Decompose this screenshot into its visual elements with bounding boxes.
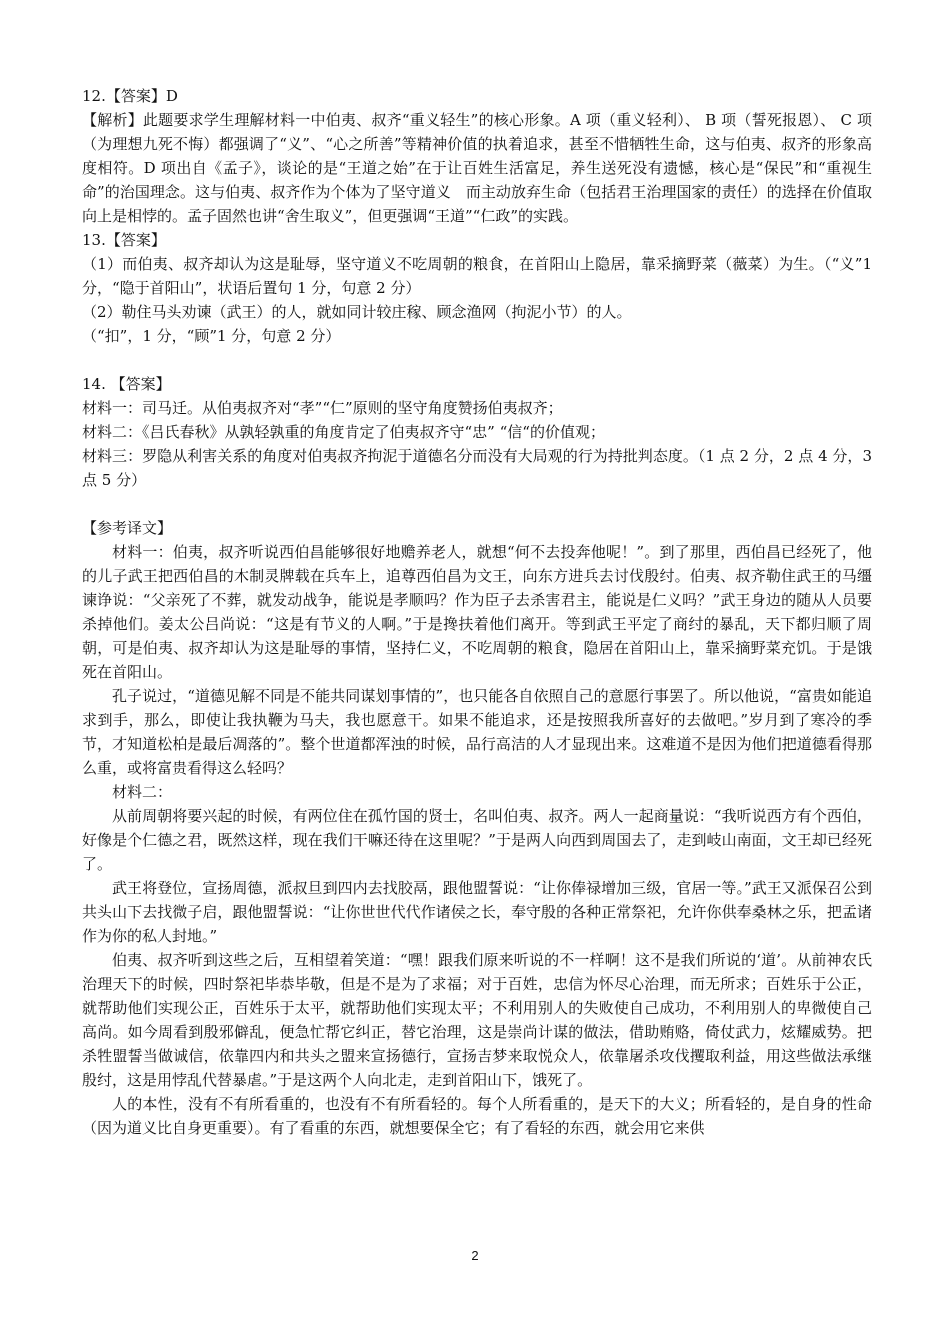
q12-analysis: 【解析】此题要求学生理解材料一中伯夷、叔齐“重义轻生”的核心形象。A 项（重义轻利）、 B 项（誓死报恩）、 C 项（为理想九死不悔）都强调了“义”、“心之所善”等精神价值的执着追求，甚至不惜牺牲生命，这与伯夷、叔齐的形象高度相符。D 项出自《孟子》，谈论的是“王道之始”在于让百姓生活富足，养生送死没有遗憾，核心是“保民”和“重视生命”的治国理念。这与伯夷、叔齐作为个体为了坚守道义 而主动放弃生命（包括君王治理国家的责任）的选择在价值取向上是相悖的。孟子固然也讲“舍生取义”，但更强调“王道”“仁政”的实践。: [82, 111, 872, 225]
spacer: [82, 492, 872, 516]
q14-material-3: 材料三：罗隐从利害关系的角度对伯夷叔齐拘泥于道德名分而没有大局观的行为持批判态度。（1 点 2 分，2 点 4 分，3 点 5 分）: [82, 447, 872, 489]
translation-paragraph-2: 孔子说过，“道德见解不同是不能共同谋划事情的”，也只能各自依照自己的意愿行事罢了。所以他说，“富贵如能追求到手，那么，即使让我执鞭为马夫，我也愿意干。如果不能追求，还是按照我所喜好的去做吧。”岁月到了寒冷的季节，才知道松柏是最后凋落的”。整个世道都浑浊的时候，品行高洁的人才显现出来。这难道不是因为他们把道德看得那么重，或将富贵看得这么轻吗？: [82, 687, 872, 777]
q14-material-2: 材料二：《吕氏春秋》从孰轻孰重的角度肯定了伯夷叔齐守“忠” “信“的价值观；: [82, 423, 605, 441]
document-body: [82, 84, 872, 1140]
q13-item-2-score: （“扣”，1 分，“顾”1 分，句意 2 分）: [82, 327, 341, 345]
translation-paragraph-1: 材料一：伯夷，叔齐听说西伯昌能够很好地赡养老人，就想“何不去投奔他呢！”。到了那里，西伯昌已经死了，他的儿子武王把西伯昌的木制灵牌载在兵车上，追尊西伯昌为文王，向东方进兵去讨伐殷纣。伯夷、叔齐勒住武王的马缰谏诤说：“父亲死了不葬，就发动战争，能说是孝顺吗？作为臣子去杀害君主，能说是仁义吗？”武王身边的随从人员要杀掉他们。姜太公吕尚说：“这是有节义的人啊。”于是搀扶着他们离开。等到武王平定了商纣的暴乱，天下都归顺了周朝，可是伯夷、叔齐却认为这是耻辱的事情，坚持仁义，不吃周朝的粮食，隐居在首阳山上，靠采摘野菜充饥。于是饿死在首阳山。: [82, 543, 872, 681]
translation-paragraph-5: 伯夷、叔齐听到这些之后，互相望着笑道：“嘿！跟我们原来听说的不一样啊！这不是我们所说的‘道’。从前神农氏治理天下的时候，四时祭祀毕恭毕敬，但是不是为了求福；对于百姓，忠信为怀尽心治理，而无所求；百姓乐于公正，就帮助他们实现公正，百姓乐于太平，就帮助他们实现太平；不利用别人的失败使自己成功，不利用别人的卑微使自己高尚。如今周看到殷邪僻乱，便急忙帮它纠正，替它治理，这是崇尚计谋的做法，借助贿赂，倚仗武力，炫耀威势。把杀牲盟誓当做诚信，依靠四内和共头之盟来宣扬德行，宣扬吉梦来取悦众人，依靠屠杀攻伐攫取利益，用这些做法承继殷纣，这是用悖乱代替暴虐。”于是这两个人向北走，走到首阳山下，饿死了。: [82, 951, 872, 1089]
translation-paragraph-3: 从前周朝将要兴起的时候，有两位住在孤竹国的贤士，名叫伯夷、叔齐。两人一起商量说：“我听说西方有个西伯，好像是个仁德之君，既然这样，现在我们干嘛还待在这里呢？”于是两人向西到周国去了，走到岐山南面，文王却已经死了。: [82, 807, 872, 873]
page-number: 2: [471, 1248, 479, 1263]
translation-material-2-label: 材料二：: [112, 783, 173, 801]
q13-item-2: （2）勒住马头劝谏（武王）的人，就如同计较庄稼、顾念渔网（拘泥小节）的人。: [82, 303, 632, 321]
q14-material-1: 材料一：司马迁。从伯夷叔齐对“孝”“仁”原则的坚守角度赞扬伯夷叔齐；: [82, 399, 563, 417]
q13-item-1: （1）而伯夷、叔齐却认为这是耻辱，坚守道义不吃周朝的粮食，在首阳山上隐居，靠采摘野菜（薇菜）为生。（“义”1 分，“隐于首阳山”，状语后置句 1 分，句意 2 分）: [82, 255, 872, 297]
translation-paragraph-6: 人的本性，没有不有所看重的，也没有不有所看轻的。每个人所看重的，是天下的大义；所看轻的，是自身的性命（因为道义比自身更重要）。有了看重的东西，就想要保全它；有了看轻的东西，就会用它来供: [82, 1095, 872, 1137]
q14-answer: 14. 【答案】: [82, 375, 171, 393]
q13-answer: 13.【答案】: [82, 231, 166, 249]
translation-paragraph-4: 武王将登位，宣扬周德，派叔旦到四内去找胶鬲，跟他盟誓说：“让你俸禄增加三级，官居一等。”武王又派保召公到共头山下去找微子启，跟他盟誓说：“让你世世代代作诸侯之长，奉守殷的各种正常祭祀，允许你供奉桑林之乐，把孟诸作为你的私人封地。”: [82, 879, 872, 945]
translation-heading: 【参考译文】: [82, 519, 173, 537]
q12-answer: 12.【答案】D: [82, 87, 178, 105]
spacer: [82, 348, 872, 372]
